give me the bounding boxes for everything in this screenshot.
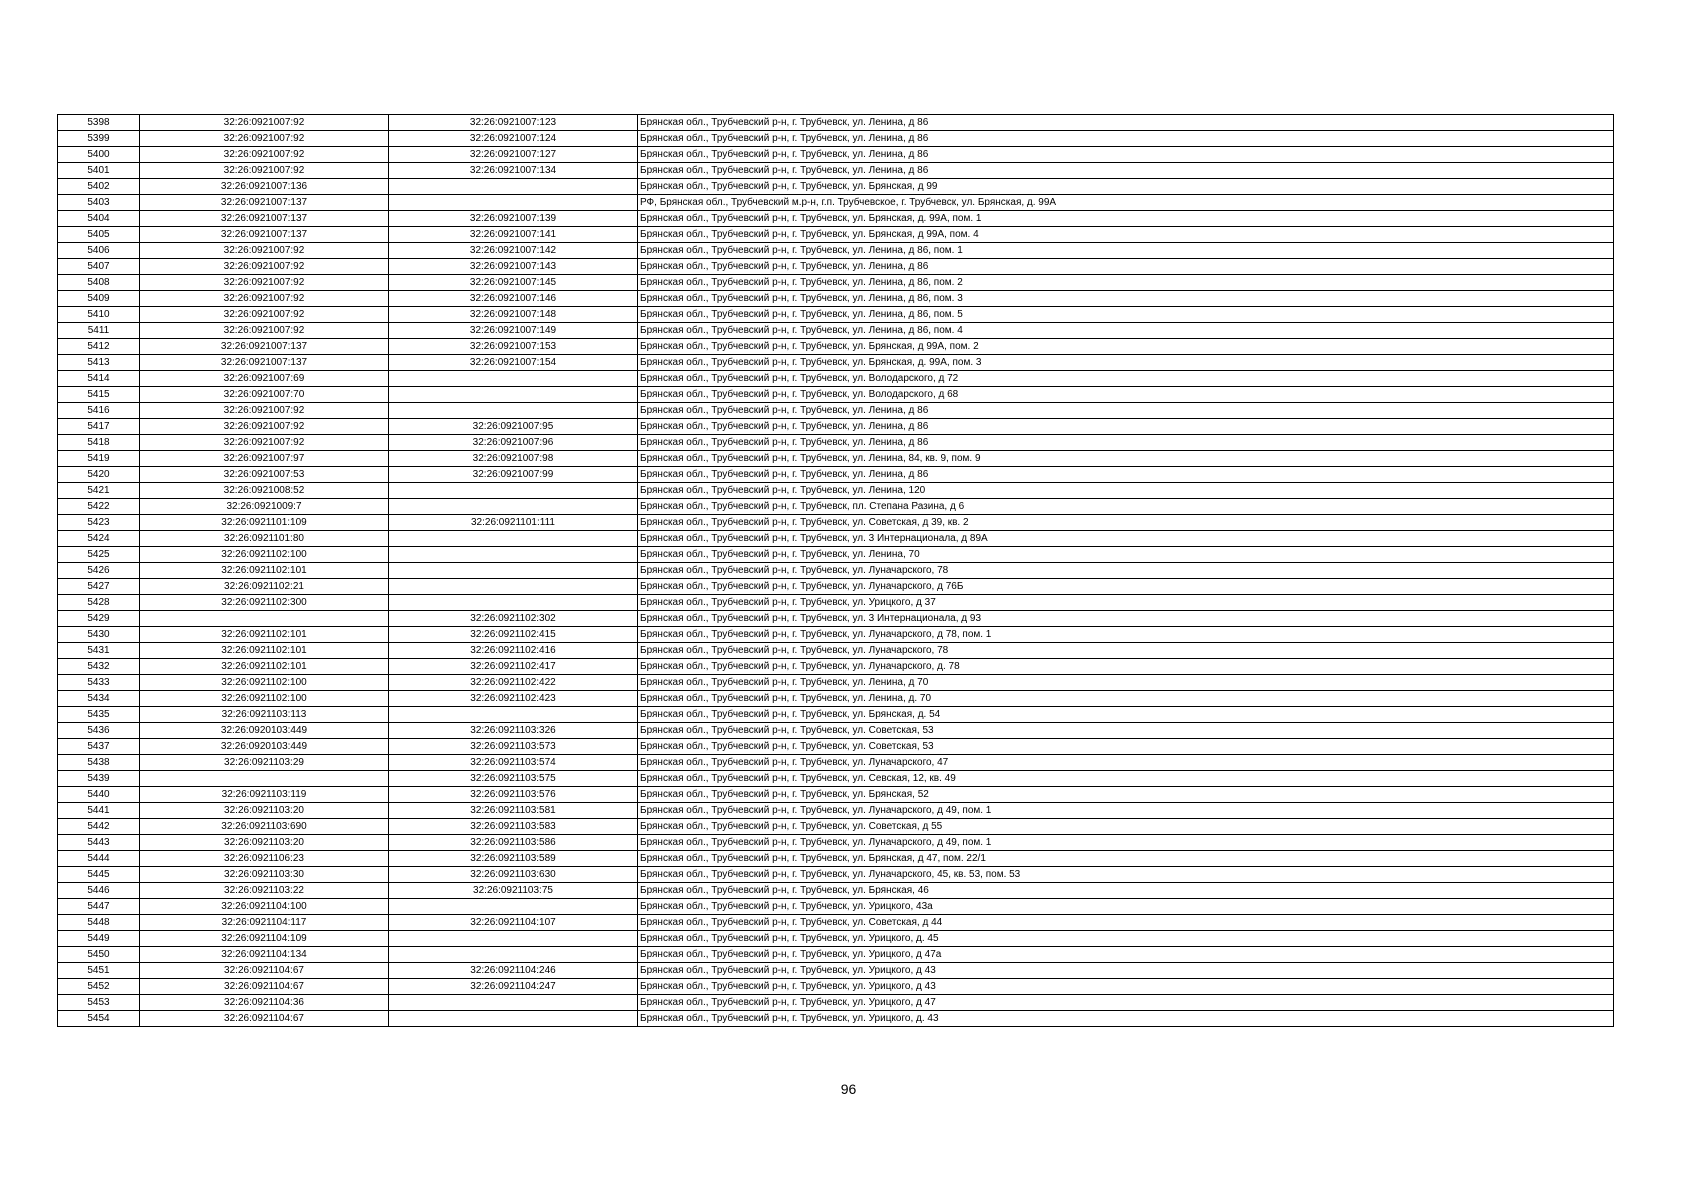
object-cadastral-number-cell — [389, 195, 638, 211]
address-cell: Брянская обл., Трубчевский р-н, г. Трубчевск, ул. Советская, 53 — [638, 739, 1614, 755]
parcel-cadastral-number-cell: 32:26:0921101:109 — [140, 515, 389, 531]
parcel-cadastral-number-cell: 32:26:0920103:449 — [140, 723, 389, 739]
object-cadastral-number-cell: 32:26:0921007:141 — [389, 227, 638, 243]
object-cadastral-number-cell: 32:26:0921007:99 — [389, 467, 638, 483]
table-row — [58, 675, 1614, 691]
address-cell: Брянская обл., Трубчевский р-н, г. Трубчевск, ул. Урицкого, д 47 — [638, 995, 1614, 1011]
object-cadastral-number-cell: 32:26:0921102:415 — [389, 627, 638, 643]
row-number-cell: 5449 — [58, 931, 140, 947]
object-cadastral-number-cell — [389, 579, 638, 595]
table-row — [58, 803, 1614, 819]
parcel-cadastral-number-cell: 32:26:0921103:113 — [140, 707, 389, 723]
parcel-cadastral-number-cell: 32:26:0921103:29 — [140, 755, 389, 771]
address-cell: Брянская обл., Трубчевский р-н, г. Трубчевск, ул. Луначарского, 78 — [638, 643, 1614, 659]
row-number-cell: 5448 — [58, 915, 140, 931]
parcel-cadastral-number-cell: 32:26:0921102:101 — [140, 627, 389, 643]
table-row — [58, 291, 1614, 307]
row-number-cell: 5417 — [58, 419, 140, 435]
row-number-cell: 5426 — [58, 563, 140, 579]
object-cadastral-number-cell — [389, 483, 638, 499]
table-row — [58, 403, 1614, 419]
table-row — [58, 355, 1614, 371]
object-cadastral-number-cell: 32:26:0921007:146 — [389, 291, 638, 307]
parcel-cadastral-number-cell: 32:26:0921103:690 — [140, 819, 389, 835]
object-cadastral-number-cell: 32:26:0921103:574 — [389, 755, 638, 771]
object-cadastral-number-cell — [389, 403, 638, 419]
parcel-cadastral-number-cell: 32:26:0921007:92 — [140, 275, 389, 291]
address-cell: Брянская обл., Трубчевский р-н, г. Трубчевск, ул. Луначарского, 47 — [638, 755, 1614, 771]
row-number-cell: 5430 — [58, 627, 140, 643]
row-number-cell: 5419 — [58, 451, 140, 467]
parcel-cadastral-number-cell: 32:26:0921007:136 — [140, 179, 389, 195]
table-row — [58, 307, 1614, 323]
parcel-cadastral-number-cell: 32:26:0921103:22 — [140, 883, 389, 899]
parcel-cadastral-number-cell: 32:26:0921102:300 — [140, 595, 389, 611]
parcel-cadastral-number-cell: 32:26:0921007:97 — [140, 451, 389, 467]
row-number-cell: 5423 — [58, 515, 140, 531]
table-row — [58, 931, 1614, 947]
table-row — [58, 739, 1614, 755]
address-cell: Брянская обл., Трубчевский р-н, г. Трубчевск, ул. Брянская, 46 — [638, 883, 1614, 899]
object-cadastral-number-cell: 32:26:0921007:134 — [389, 163, 638, 179]
parcel-cadastral-number-cell: 32:26:0921102:100 — [140, 547, 389, 563]
address-cell: Брянская обл., Трубчевский р-н, г. Трубчевск, ул. Советская, д 39, кв. 2 — [638, 515, 1614, 531]
table-row — [58, 787, 1614, 803]
parcel-cadastral-number-cell: 32:26:0921007:92 — [140, 307, 389, 323]
table-row — [58, 195, 1614, 211]
parcel-cadastral-number-cell: 32:26:0921103:119 — [140, 787, 389, 803]
address-cell: Брянская обл., Трубчевский р-н, г. Трубчевск, ул. Луначарского, д 78, пом. 1 — [638, 627, 1614, 643]
row-number-cell: 5451 — [58, 963, 140, 979]
row-number-cell: 5415 — [58, 387, 140, 403]
table-row — [58, 707, 1614, 723]
object-cadastral-number-cell: 32:26:0921103:326 — [389, 723, 638, 739]
table-row — [58, 547, 1614, 563]
row-number-cell: 5398 — [58, 115, 140, 131]
parcel-cadastral-number-cell: 32:26:0921103:30 — [140, 867, 389, 883]
table-row — [58, 259, 1614, 275]
address-cell: Брянская обл., Трубчевский р-н, г. Трубчевск, пл. Степана Разина, д 6 — [638, 499, 1614, 515]
table-row — [58, 755, 1614, 771]
row-number-cell: 5406 — [58, 243, 140, 259]
parcel-cadastral-number-cell: 32:26:0921104:100 — [140, 899, 389, 915]
object-cadastral-number-cell: 32:26:0921102:422 — [389, 675, 638, 691]
address-cell: Брянская обл., Трубчевский р-н, г. Трубчевск, ул. Урицкого, д. 45 — [638, 931, 1614, 947]
table-row — [58, 211, 1614, 227]
table-row — [58, 339, 1614, 355]
row-number-cell: 5454 — [58, 1011, 140, 1027]
address-cell: Брянская обл., Трубчевский р-н, г. Трубчевск, ул. Брянская, д. 54 — [638, 707, 1614, 723]
object-cadastral-number-cell: 32:26:0921103:575 — [389, 771, 638, 787]
address-cell: Брянская обл., Трубчевский р-н, г. Трубчевск, ул. Урицкого, д 47а — [638, 947, 1614, 963]
row-number-cell: 5435 — [58, 707, 140, 723]
object-cadastral-number-cell — [389, 995, 638, 1011]
row-number-cell: 5402 — [58, 179, 140, 195]
table-row — [58, 275, 1614, 291]
object-cadastral-number-cell — [389, 531, 638, 547]
address-cell: Брянская обл., Трубчевский р-н, г. Трубчевск, ул. Ленина, д 86 — [638, 131, 1614, 147]
parcel-cadastral-number-cell: 32:26:0921007:53 — [140, 467, 389, 483]
parcel-cadastral-number-cell — [140, 771, 389, 787]
row-number-cell: 5434 — [58, 691, 140, 707]
table-row — [58, 435, 1614, 451]
address-cell: Брянская обл., Трубчевский р-н, г. Трубчевск, ул. Урицкого, д 43 — [638, 979, 1614, 995]
row-number-cell: 5440 — [58, 787, 140, 803]
object-cadastral-number-cell: 32:26:0921007:139 — [389, 211, 638, 227]
row-number-cell: 5403 — [58, 195, 140, 211]
row-number-cell: 5443 — [58, 835, 140, 851]
address-cell: Брянская обл., Трубчевский р-н, г. Трубчевск, ул. Брянская, д 99 — [638, 179, 1614, 195]
row-number-cell: 5425 — [58, 547, 140, 563]
parcel-cadastral-number-cell: 32:26:0921104:67 — [140, 979, 389, 995]
table-row — [58, 643, 1614, 659]
parcel-cadastral-number-cell: 32:26:0921007:92 — [140, 419, 389, 435]
row-number-cell: 5413 — [58, 355, 140, 371]
table-row — [58, 963, 1614, 979]
row-number-cell: 5424 — [58, 531, 140, 547]
table-row — [58, 387, 1614, 403]
row-number-cell: 5409 — [58, 291, 140, 307]
address-cell: Брянская обл., Трубчевский р-н, г. Трубчевск, ул. 3 Интернационала, д 93 — [638, 611, 1614, 627]
row-number-cell: 5453 — [58, 995, 140, 1011]
parcel-cadastral-number-cell: 32:26:0921102:100 — [140, 691, 389, 707]
address-cell: Брянская обл., Трубчевский р-н, г. Трубчевск, ул. Брянская, д 47, пом. 22/1 — [638, 851, 1614, 867]
address-cell: Брянская обл., Трубчевский р-н, г. Трубчевск, ул. Советская, д 44 — [638, 915, 1614, 931]
row-number-cell: 5439 — [58, 771, 140, 787]
table-row — [58, 499, 1614, 515]
address-cell: Брянская обл., Трубчевский р-н, г. Трубчевск, ул. Ленина, д 86, пом. 1 — [638, 243, 1614, 259]
parcel-cadastral-number-cell: 32:26:0921102:101 — [140, 643, 389, 659]
row-number-cell: 5410 — [58, 307, 140, 323]
row-number-cell: 5447 — [58, 899, 140, 915]
parcel-cadastral-number-cell: 32:26:0921007:137 — [140, 339, 389, 355]
row-number-cell: 5411 — [58, 323, 140, 339]
object-cadastral-number-cell: 32:26:0921007:96 — [389, 435, 638, 451]
row-number-cell: 5444 — [58, 851, 140, 867]
object-cadastral-number-cell: 32:26:0921007:98 — [389, 451, 638, 467]
object-cadastral-number-cell: 32:26:0921007:95 — [389, 419, 638, 435]
address-cell: Брянская обл., Трубчевский р-н, г. Трубчевск, ул. Советская, 53 — [638, 723, 1614, 739]
address-cell: РФ, Брянская обл., Трубчевский м.р-н, г.п. Трубчевское, г. Трубчевск, ул. Брянская, д. 99А — [638, 195, 1614, 211]
parcel-cadastral-number-cell: 32:26:0921007:137 — [140, 195, 389, 211]
address-cell: Брянская обл., Трубчевский р-н, г. Трубчевск, ул. Ленина, д 86 — [638, 403, 1614, 419]
table-row — [58, 323, 1614, 339]
table-row — [58, 659, 1614, 675]
row-number-cell: 5450 — [58, 947, 140, 963]
parcel-cadastral-number-cell: 32:26:0921007:70 — [140, 387, 389, 403]
parcel-cadastral-number-cell: 32:26:0921007:92 — [140, 147, 389, 163]
object-cadastral-number-cell: 32:26:0921103:581 — [389, 803, 638, 819]
object-cadastral-number-cell: 32:26:0921102:417 — [389, 659, 638, 675]
object-cadastral-number-cell — [389, 707, 638, 723]
address-cell: Брянская обл., Трубчевский р-н, г. Трубчевск, ул. Ленина, д 86 — [638, 147, 1614, 163]
row-number-cell: 5399 — [58, 131, 140, 147]
row-number-cell: 5412 — [58, 339, 140, 355]
object-cadastral-number-cell: 32:26:0921104:246 — [389, 963, 638, 979]
object-cadastral-number-cell — [389, 947, 638, 963]
address-cell: Брянская обл., Трубчевский р-н, г. Трубчевск, ул. Брянская, 52 — [638, 787, 1614, 803]
address-cell: Брянская обл., Трубчевский р-н, г. Трубчевск, ул. Ленина, д 70 — [638, 675, 1614, 691]
object-cadastral-number-cell: 32:26:0921007:127 — [389, 147, 638, 163]
object-cadastral-number-cell — [389, 547, 638, 563]
row-number-cell: 5436 — [58, 723, 140, 739]
object-cadastral-number-cell: 32:26:0921104:247 — [389, 979, 638, 995]
row-number-cell: 5400 — [58, 147, 140, 163]
table-row — [58, 899, 1614, 915]
object-cadastral-number-cell: 32:26:0921103:583 — [389, 819, 638, 835]
row-number-cell: 5437 — [58, 739, 140, 755]
parcel-cadastral-number-cell: 32:26:0921007:92 — [140, 323, 389, 339]
object-cadastral-number-cell — [389, 595, 638, 611]
address-cell: Брянская обл., Трубчевский р-н, г. Трубчевск, ул. Луначарского, д 49, пом. 1 — [638, 803, 1614, 819]
address-cell: Брянская обл., Трубчевский р-н, г. Трубчевск, ул. Советская, д 55 — [638, 819, 1614, 835]
address-cell: Брянская обл., Трубчевский р-н, г. Трубчевск, ул. Ленина, д 86 — [638, 115, 1614, 131]
address-cell: Брянская обл., Трубчевский р-н, г. Трубчевск, ул. Урицкого, 43а — [638, 899, 1614, 915]
object-cadastral-number-cell: 32:26:0921007:142 — [389, 243, 638, 259]
object-cadastral-number-cell: 32:26:0921103:573 — [389, 739, 638, 755]
address-cell: Брянская обл., Трубчевский р-н, г. Трубчевск, ул. Луначарского, д. 78 — [638, 659, 1614, 675]
address-cell: Брянская обл., Трубчевский р-н, г. Трубчевск, ул. Ленина, д 86, пом. 2 — [638, 275, 1614, 291]
registry-table — [57, 114, 1614, 1027]
address-cell: Брянская обл., Трубчевский р-н, г. Трубчевск, ул. Урицкого, д 43 — [638, 963, 1614, 979]
object-cadastral-number-cell: 32:26:0921103:75 — [389, 883, 638, 899]
object-cadastral-number-cell — [389, 1011, 638, 1027]
parcel-cadastral-number-cell: 32:26:0921007:92 — [140, 243, 389, 259]
address-cell: Брянская обл., Трубчевский р-н, г. Трубчевск, ул. 3 Интернационала, д 89А — [638, 531, 1614, 547]
parcel-cadastral-number-cell: 32:26:0921104:134 — [140, 947, 389, 963]
table-row — [58, 835, 1614, 851]
parcel-cadastral-number-cell: 32:26:0921007:69 — [140, 371, 389, 387]
row-number-cell: 5432 — [58, 659, 140, 675]
address-cell: Брянская обл., Трубчевский р-н, г. Трубчевск, ул. Ленина, д 86 — [638, 435, 1614, 451]
object-cadastral-number-cell — [389, 387, 638, 403]
row-number-cell: 5404 — [58, 211, 140, 227]
address-cell: Брянская обл., Трубчевский р-н, г. Трубчевск, ул. Ленина, д 86 — [638, 259, 1614, 275]
address-cell: Брянская обл., Трубчевский р-н, г. Трубчевск, ул. Севская, 12, кв. 49 — [638, 771, 1614, 787]
row-number-cell: 5433 — [58, 675, 140, 691]
table-row — [58, 723, 1614, 739]
object-cadastral-number-cell: 32:26:0921007:149 — [389, 323, 638, 339]
table-row — [58, 467, 1614, 483]
table-row — [58, 771, 1614, 787]
parcel-cadastral-number-cell: 32:26:0921104:67 — [140, 963, 389, 979]
table-row — [58, 691, 1614, 707]
table-row — [58, 915, 1614, 931]
object-cadastral-number-cell: 32:26:0921007:154 — [389, 355, 638, 371]
address-cell: Брянская обл., Трубчевский р-н, г. Трубчевск, ул. Ленина, 84, кв. 9, пом. 9 — [638, 451, 1614, 467]
parcel-cadastral-number-cell: 32:26:0921007:137 — [140, 227, 389, 243]
table-row — [58, 227, 1614, 243]
table-row — [58, 995, 1614, 1011]
address-cell: Брянская обл., Трубчевский р-н, г. Трубчевск, ул. Луначарского, 78 — [638, 563, 1614, 579]
table-row — [58, 179, 1614, 195]
table-row — [58, 819, 1614, 835]
address-cell: Брянская обл., Трубчевский р-н, г. Трубчевск, ул. Ленина, 70 — [638, 547, 1614, 563]
row-number-cell: 5452 — [58, 979, 140, 995]
table-row — [58, 1011, 1614, 1027]
object-cadastral-number-cell: 32:26:0921102:302 — [389, 611, 638, 627]
object-cadastral-number-cell: 32:26:0921103:630 — [389, 867, 638, 883]
parcel-cadastral-number-cell: 32:26:0921104:67 — [140, 1011, 389, 1027]
row-number-cell: 5429 — [58, 611, 140, 627]
table-row — [58, 563, 1614, 579]
row-number-cell: 5416 — [58, 403, 140, 419]
parcel-cadastral-number-cell: 32:26:0921103:20 — [140, 803, 389, 819]
object-cadastral-number-cell: 32:26:0921007:148 — [389, 307, 638, 323]
table-row — [58, 611, 1614, 627]
object-cadastral-number-cell: 32:26:0921104:107 — [389, 915, 638, 931]
row-number-cell: 5445 — [58, 867, 140, 883]
table-row — [58, 483, 1614, 499]
row-number-cell: 5418 — [58, 435, 140, 451]
address-cell: Брянская обл., Трубчевский р-н, г. Трубчевск, ул. Брянская, д 99А, пом. 2 — [638, 339, 1614, 355]
row-number-cell: 5401 — [58, 163, 140, 179]
row-number-cell: 5422 — [58, 499, 140, 515]
address-cell: Брянская обл., Трубчевский р-н, г. Трубчевск, ул. Ленина, д. 70 — [638, 691, 1614, 707]
parcel-cadastral-number-cell: 32:26:0921102:21 — [140, 579, 389, 595]
parcel-cadastral-number-cell — [140, 611, 389, 627]
parcel-cadastral-number-cell: 32:26:0921106:23 — [140, 851, 389, 867]
address-cell: Брянская обл., Трубчевский р-н, г. Трубчевск, ул. Урицкого, д 37 — [638, 595, 1614, 611]
object-cadastral-number-cell: 32:26:0921101:111 — [389, 515, 638, 531]
address-cell: Брянская обл., Трубчевский р-н, г. Трубчевск, ул. Брянская, д 99А, пом. 4 — [638, 227, 1614, 243]
object-cadastral-number-cell: 32:26:0921007:143 — [389, 259, 638, 275]
parcel-cadastral-number-cell: 32:26:0921007:137 — [140, 355, 389, 371]
address-cell: Брянская обл., Трубчевский р-н, г. Трубчевск, ул. Володарского, д 68 — [638, 387, 1614, 403]
object-cadastral-number-cell: 32:26:0921007:145 — [389, 275, 638, 291]
address-cell: Брянская обл., Трубчевский р-н, г. Трубчевск, ул. Брянская, д. 99А, пом. 3 — [638, 355, 1614, 371]
object-cadastral-number-cell: 32:26:0921103:576 — [389, 787, 638, 803]
table-row — [58, 883, 1614, 899]
address-cell: Брянская обл., Трубчевский р-н, г. Трубчевск, ул. Ленина, д 86 — [638, 419, 1614, 435]
table-row — [58, 979, 1614, 995]
object-cadastral-number-cell: 32:26:0921102:423 — [389, 691, 638, 707]
row-number-cell: 5442 — [58, 819, 140, 835]
table-row — [58, 371, 1614, 387]
page-number: 96 — [840, 1081, 857, 1097]
row-number-cell: 5441 — [58, 803, 140, 819]
object-cadastral-number-cell: 32:26:0921007:124 — [389, 131, 638, 147]
table-row — [58, 163, 1614, 179]
parcel-cadastral-number-cell: 32:26:0921008:52 — [140, 483, 389, 499]
object-cadastral-number-cell: 32:26:0921103:589 — [389, 851, 638, 867]
table-row — [58, 867, 1614, 883]
row-number-cell: 5414 — [58, 371, 140, 387]
row-number-cell: 5405 — [58, 227, 140, 243]
table-row — [58, 579, 1614, 595]
object-cadastral-number-cell — [389, 563, 638, 579]
parcel-cadastral-number-cell: 32:26:0921007:92 — [140, 259, 389, 275]
row-number-cell: 5421 — [58, 483, 140, 499]
address-cell: Брянская обл., Трубчевский р-н, г. Трубчевск, ул. Урицкого, д. 43 — [638, 1011, 1614, 1027]
row-number-cell: 5427 — [58, 579, 140, 595]
table-row — [58, 451, 1614, 467]
address-cell: Брянская обл., Трубчевский р-н, г. Трубчевск, ул. Брянская, д. 99А, пом. 1 — [638, 211, 1614, 227]
table-row — [58, 147, 1614, 163]
row-number-cell: 5431 — [58, 643, 140, 659]
parcel-cadastral-number-cell: 32:26:0921007:92 — [140, 403, 389, 419]
parcel-cadastral-number-cell: 32:26:0921007:92 — [140, 435, 389, 451]
parcel-cadastral-number-cell: 32:26:0921104:109 — [140, 931, 389, 947]
address-cell: Брянская обл., Трубчевский р-н, г. Трубчевск, ул. Володарского, д 72 — [638, 371, 1614, 387]
row-number-cell: 5408 — [58, 275, 140, 291]
object-cadastral-number-cell: 32:26:0921103:586 — [389, 835, 638, 851]
parcel-cadastral-number-cell: 32:26:0921009:7 — [140, 499, 389, 515]
parcel-cadastral-number-cell: 32:26:0921102:100 — [140, 675, 389, 691]
row-number-cell: 5438 — [58, 755, 140, 771]
parcel-cadastral-number-cell: 32:26:0921007:92 — [140, 131, 389, 147]
parcel-cadastral-number-cell: 32:26:0921007:92 — [140, 291, 389, 307]
object-cadastral-number-cell — [389, 179, 638, 195]
object-cadastral-number-cell — [389, 499, 638, 515]
address-cell: Брянская обл., Трубчевский р-н, г. Трубчевск, ул. Ленина, д 86, пом. 5 — [638, 307, 1614, 323]
row-number-cell: 5407 — [58, 259, 140, 275]
parcel-cadastral-number-cell: 32:26:0921007:92 — [140, 115, 389, 131]
parcel-cadastral-number-cell: 32:26:0921007:137 — [140, 211, 389, 227]
parcel-cadastral-number-cell: 32:26:0921103:20 — [140, 835, 389, 851]
parcel-cadastral-number-cell: 32:26:0921102:101 — [140, 563, 389, 579]
parcel-cadastral-number-cell: 32:26:0920103:449 — [140, 739, 389, 755]
table-row — [58, 419, 1614, 435]
table-row — [58, 627, 1614, 643]
table-row — [58, 515, 1614, 531]
object-cadastral-number-cell: 32:26:0921007:153 — [389, 339, 638, 355]
address-cell: Брянская обл., Трубчевский р-н, г. Трубчевск, ул. Ленина, д 86, пом. 3 — [638, 291, 1614, 307]
parcel-cadastral-number-cell: 32:26:0921104:117 — [140, 915, 389, 931]
address-cell: Брянская обл., Трубчевский р-н, г. Трубчевск, ул. Ленина, 120 — [638, 483, 1614, 499]
object-cadastral-number-cell: 32:26:0921007:123 — [389, 115, 638, 131]
address-cell: Брянская обл., Трубчевский р-н, г. Трубчевск, ул. Ленина, д 86 — [638, 467, 1614, 483]
object-cadastral-number-cell — [389, 931, 638, 947]
table-row — [58, 115, 1614, 131]
table-row — [58, 595, 1614, 611]
table-row — [58, 947, 1614, 963]
parcel-cadastral-number-cell: 32:26:0921007:92 — [140, 163, 389, 179]
table-row — [58, 243, 1614, 259]
address-cell: Брянская обл., Трубчевский р-н, г. Трубчевск, ул. Луначарского, д 76Б — [638, 579, 1614, 595]
address-cell: Брянская обл., Трубчевский р-н, г. Трубчевск, ул. Луначарского, д 49, пом. 1 — [638, 835, 1614, 851]
parcel-cadastral-number-cell: 32:26:0921102:101 — [140, 659, 389, 675]
table-row — [58, 131, 1614, 147]
object-cadastral-number-cell — [389, 371, 638, 387]
object-cadastral-number-cell: 32:26:0921102:416 — [389, 643, 638, 659]
parcel-cadastral-number-cell: 32:26:0921104:36 — [140, 995, 389, 1011]
address-cell: Брянская обл., Трубчевский р-н, г. Трубчевск, ул. Луначарского, 45, кв. 53, пом. 53 — [638, 867, 1614, 883]
object-cadastral-number-cell — [389, 899, 638, 915]
row-number-cell: 5428 — [58, 595, 140, 611]
row-number-cell: 5446 — [58, 883, 140, 899]
table-row — [58, 851, 1614, 867]
parcel-cadastral-number-cell: 32:26:0921101:80 — [140, 531, 389, 547]
table-row — [58, 531, 1614, 547]
registry-table-body — [58, 115, 1614, 1027]
address-cell: Брянская обл., Трубчевский р-н, г. Трубчевск, ул. Ленина, д 86 — [638, 163, 1614, 179]
row-number-cell: 5420 — [58, 467, 140, 483]
address-cell: Брянская обл., Трубчевский р-н, г. Трубчевск, ул. Ленина, д 86, пом. 4 — [638, 323, 1614, 339]
